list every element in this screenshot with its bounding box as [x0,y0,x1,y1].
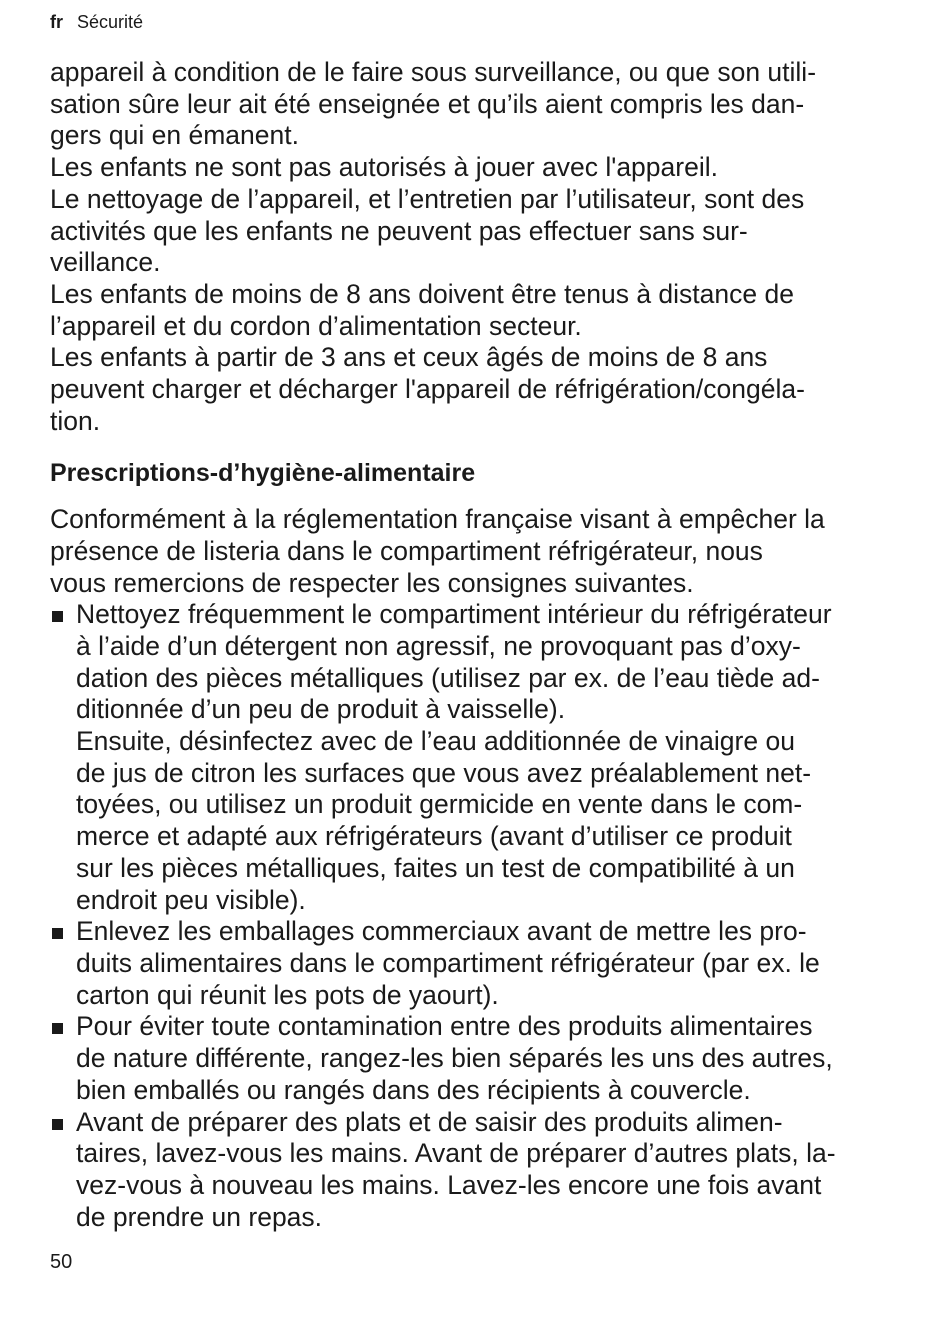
square-bullet-icon [52,611,63,622]
text-line: Les enfants ne sont pas autorisés à jouer avec l'appareil. [50,152,718,183]
text-line: de nature différente, rangez-les bien séparés les uns des autres, [76,1043,833,1074]
text-line: Pour éviter toute contamination entre des produits alimentaires [76,1011,813,1042]
text-line: sur les pièces métalliques, faites un test de compatibilité à un [76,852,795,883]
text-line: gers qui en émanent. [50,120,299,151]
page-header [50,10,143,34]
language-label: fr [50,12,63,32]
section-heading: Prescriptions-d’hygiène-alimentaire [50,459,476,488]
text-line: activités que les enfants ne peuvent pas effectuer sans sur- [50,215,748,246]
square-bullet-icon [52,1023,63,1034]
text-line: à l’aide d’un détergent non agressif, ne provoquant pas d’oxy- [76,630,801,661]
text-line: peuvent charger et décharger l'appareil de réfrigération/congéla- [50,374,805,405]
text-line: ditionnée d’un peu de produit à vaisselle). [76,694,566,725]
section-title: Sécurité [77,12,144,32]
text-line: carton qui réunit les pots de yaourt). [76,979,499,1010]
text-line: taires, lavez-vous les mains. Avant de préparer d’autres plats, la- [76,1138,836,1169]
text-line: bien emballés ou rangés dans des récipients à couvercle. [76,1074,751,1105]
intro-text [50,57,900,437]
intro-paragraph [50,504,900,599]
text-line: toyées, ou utilisez un produit germicide en vente dans le com- [76,789,803,820]
list-item [50,1107,900,1234]
text-line: dation des pièces métalliques (utilisez par ex. de l’eau tiède ad- [76,662,820,693]
text-line: Le nettoyage de l’appareil, et l’entretien par l’utilisateur, sont des [50,183,805,214]
text-line: endroit peu visible). [76,884,306,915]
list-item [50,916,900,1011]
text-line: Ensuite, désinfectez avec de l’eau additionnée de vinaigre ou [76,726,795,757]
text-line: sation sûre leur ait été enseignée et qu’ils aient compris les dan- [50,88,805,119]
text-line: Conformément à la réglementation française visant à empêcher la [50,504,825,535]
bullet-list [50,599,900,1233]
main-content [50,57,900,1233]
text-line: de prendre un repas. [76,1201,323,1232]
text-line: Les enfants à partir de 3 ans et ceux âgés de moins de 8 ans [50,342,768,373]
text-line: vous remercions de respecter les consignes suivantes. [50,567,694,598]
text-line: l’appareil et du cordon d’alimentation secteur. [50,310,582,341]
page-number: 50 [50,1251,73,1273]
list-item [50,1011,900,1106]
text-line: présence de listeria dans le compartiment réfrigérateur, nous [50,535,763,566]
text-line: appareil à condition de le faire sous surveillance, ou que son utili- [50,57,817,87]
square-bullet-icon [52,1119,63,1130]
list-item [50,599,900,916]
text-line: duits alimentaires dans le compartiment réfrigérateur (par ex. le [76,947,820,978]
text-line: de jus de citron les surfaces que vous avez préalablement net- [76,757,812,788]
text-line: Avant de préparer des plats et de saisir des produits alimen- [76,1106,783,1137]
text-line: vez-vous à nouveau les mains. Lavez-les encore une fois avant [76,1169,822,1200]
text-line: Les enfants de moins de 8 ans doivent être tenus à distance de [50,278,794,309]
text-line: Enlevez les emballages commerciaux avant de mettre les pro- [76,916,807,947]
text-line: tion. [50,405,101,436]
text-line: veillance. [50,247,161,278]
text-line: Nettoyez fréquemment le compartiment intérieur du réfrigérateur [76,599,832,630]
square-bullet-icon [52,928,63,939]
text-line: merce et adapté aux réfrigérateurs (avant d’utiliser ce produit [76,821,792,852]
